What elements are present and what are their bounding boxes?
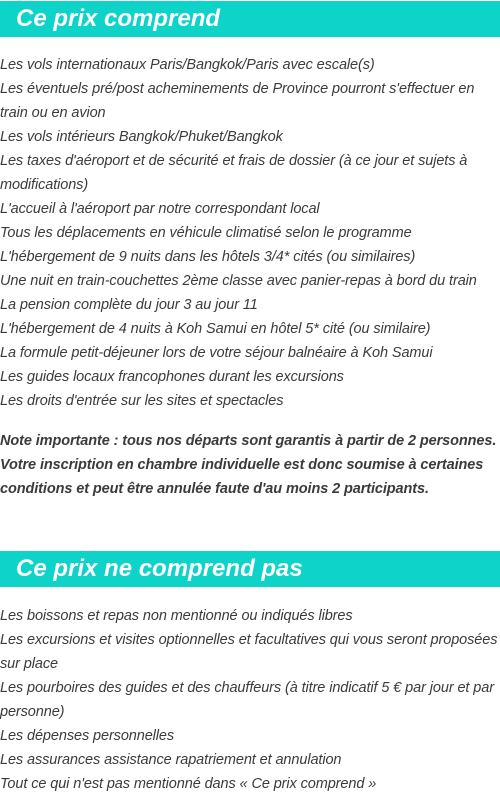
- section-title-included: Ce prix comprend: [16, 5, 221, 32]
- note-line: Note importante : tous nos départs sont garantis à partir de 2 personnes.: [0, 433, 497, 449]
- important-note: [0, 429, 498, 501]
- list-item: Les vols intérieurs Bangkok/Phuket/Bangkok: [0, 129, 283, 145]
- list-item: La formule petit-déjeuner lors de votre séjour balnéaire à Koh Samui: [0, 345, 433, 361]
- section-title-excluded: Ce prix ne comprend pas: [16, 555, 303, 582]
- list-item: Les taxes d'aéroport et de sécurité et frais de dossier (à ce jour et sujets à modifications): [0, 153, 468, 193]
- list-item: Les excursions et visites optionnelles et facultatives qui vous seront proposées sur place: [0, 632, 498, 672]
- list-item: Les vols internationaux Paris/Bangkok/Paris avec escale(s): [0, 57, 375, 73]
- list-item: L'hébergement de 4 nuits à Koh Samui en hôtel 5* cité (ou similaire): [0, 321, 431, 337]
- list-item: Les boissons et repas non mentionné ou indiqués libres: [0, 608, 353, 624]
- list-item: Les droits d'entrée sur les sites et spectacles: [0, 393, 284, 409]
- list-item: Les guides locaux francophones durant les excursions: [0, 369, 344, 385]
- included-list: [0, 53, 498, 413]
- list-item: Les éventuels pré/post acheminements de Province pourront s'effectuer en train ou en avion: [0, 81, 475, 121]
- note-line: Votre inscription en chambre individuelle est donc soumise à certaines: [0, 457, 484, 473]
- list-item: Les pourboires des guides et des chauffeurs (à titre indicatif 5 € par jour et par personne): [0, 680, 494, 720]
- list-item: Une nuit en train-couchettes 2ème classe avec panier-repas à bord du train: [0, 273, 477, 289]
- list-item: Les dépenses personnelles: [0, 728, 175, 744]
- excluded-list: [0, 604, 498, 796]
- section-header-excluded: [0, 551, 500, 587]
- list-item: Les assurances assistance rapatriement et annulation: [0, 752, 342, 768]
- section-header-included: [0, 1, 500, 37]
- list-item: L'hébergement de 9 nuits dans les hôtels 3/4* cités (ou similaires): [0, 249, 416, 265]
- list-item: La pension complète du jour 3 au jour 11: [0, 297, 258, 313]
- list-item: Tout ce qui n'est pas mentionné dans « Ce prix comprend »: [0, 776, 377, 792]
- list-item: Tous les déplacements en véhicule climatisé selon le programme: [0, 225, 412, 241]
- list-item: L'accueil à l'aéroport par notre correspondant local: [0, 201, 320, 217]
- note-line: conditions et peut être annulée faute d'au moins 2 participants.: [0, 481, 429, 497]
